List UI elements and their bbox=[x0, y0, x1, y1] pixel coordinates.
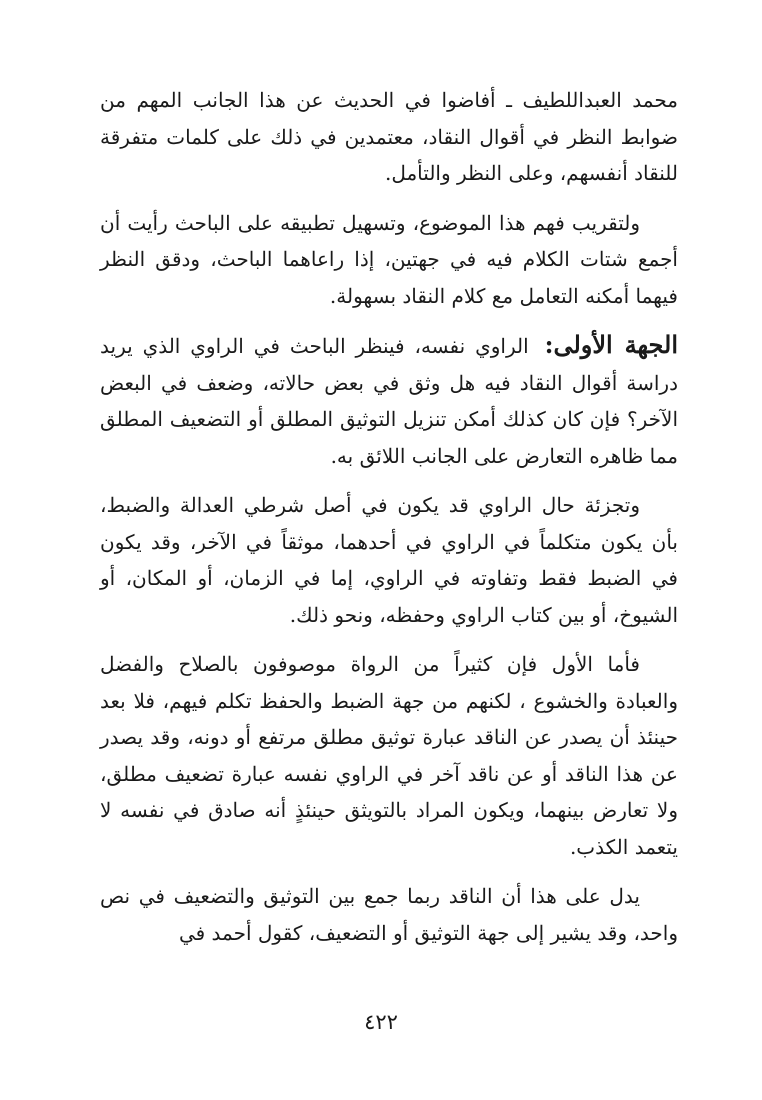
paragraph-1-text: محمد العبداللطيف ـ أفاضوا في الحديث عن هذا الجانب المهم من ضوابط النظر في أقوال النقاد، معتمدين في ذلك على كلمات متفرقة للنقاد أنفسهم، وعلى النظر والتأمل. bbox=[100, 88, 678, 185]
paragraph-3 bbox=[100, 327, 678, 474]
paragraph-2 bbox=[100, 205, 678, 315]
paragraph-2-text: ولتقريب فهم هذا الموضوع، وتسهيل تطبيقه على الباحث رأيت أن أجمع شتات الكلام فيه في جهتين، إذا راعاهما الباحث، ودقق النظر فيهما أمكنه التعامل مع كلام النقاد بسهولة. bbox=[100, 210, 678, 308]
page-number: ٤٢٢ bbox=[364, 1010, 398, 1034]
section-heading: الجهة الأولى: bbox=[544, 330, 678, 359]
paragraph-6 bbox=[100, 878, 678, 951]
paragraph-5 bbox=[100, 646, 678, 865]
paragraph-6-text: يدل على هذا أن الناقد ربما جمع بين التوثيق والتضعيف في نص واحد، وقد يشير إلى جهة التوثيق أو التضعيف، كقول أحمد في bbox=[100, 884, 678, 945]
paragraph-1 bbox=[100, 82, 678, 192]
paragraph-4-text: وتجزئة حال الراوي قد يكون في أصل شرطي العدالة والضبط، بأن يكون متكلماً في الراوي في أحدهما، موثقاً في الآخر، وقد يكون في الضبط فقط وتفاوته في الراوي، إما في الزمان، أو المكان، أو الشيوخ، أو بين كتاب الراوي وحفظه، ونحو ذلك. bbox=[100, 493, 678, 627]
paragraph-4 bbox=[100, 487, 678, 633]
paragraph-5-text: فأما الأول فإن كثيراً من الرواة موصوفون بالصلاح والفضل والعبادة والخشوع ، لكنهم من جهة الضبط والحفظ تكلم فيهم، فلا بعد حينئذ أن يصدر عن الناقد عبارة توثيق مطلق مرتفع أو دونه، وقد يصدر عن هذا الناقد أو عن ناقد آخر في الراوي نفسه عبارة تضعيف مطلق، ولا تعارض بينهما، ويكون المراد بالتويثق حينئذٍ أنه صادق في نفسه لا يتعمد الكذب. bbox=[100, 652, 678, 859]
paragraph-3-text: الراوي نفسه، فينظر الباحث في الراوي الذي يريد دراسة أقوال النقاد فيه هل وثق في بعض حالاته، وضعف في البعض الآخر؟ فإن كان كذلك أمكن تنزيل التوثيق المطلق أو التضعيف المطلق مما ظاهره التعارض على الجانب اللائق به. bbox=[100, 334, 678, 468]
page-body bbox=[100, 82, 678, 964]
